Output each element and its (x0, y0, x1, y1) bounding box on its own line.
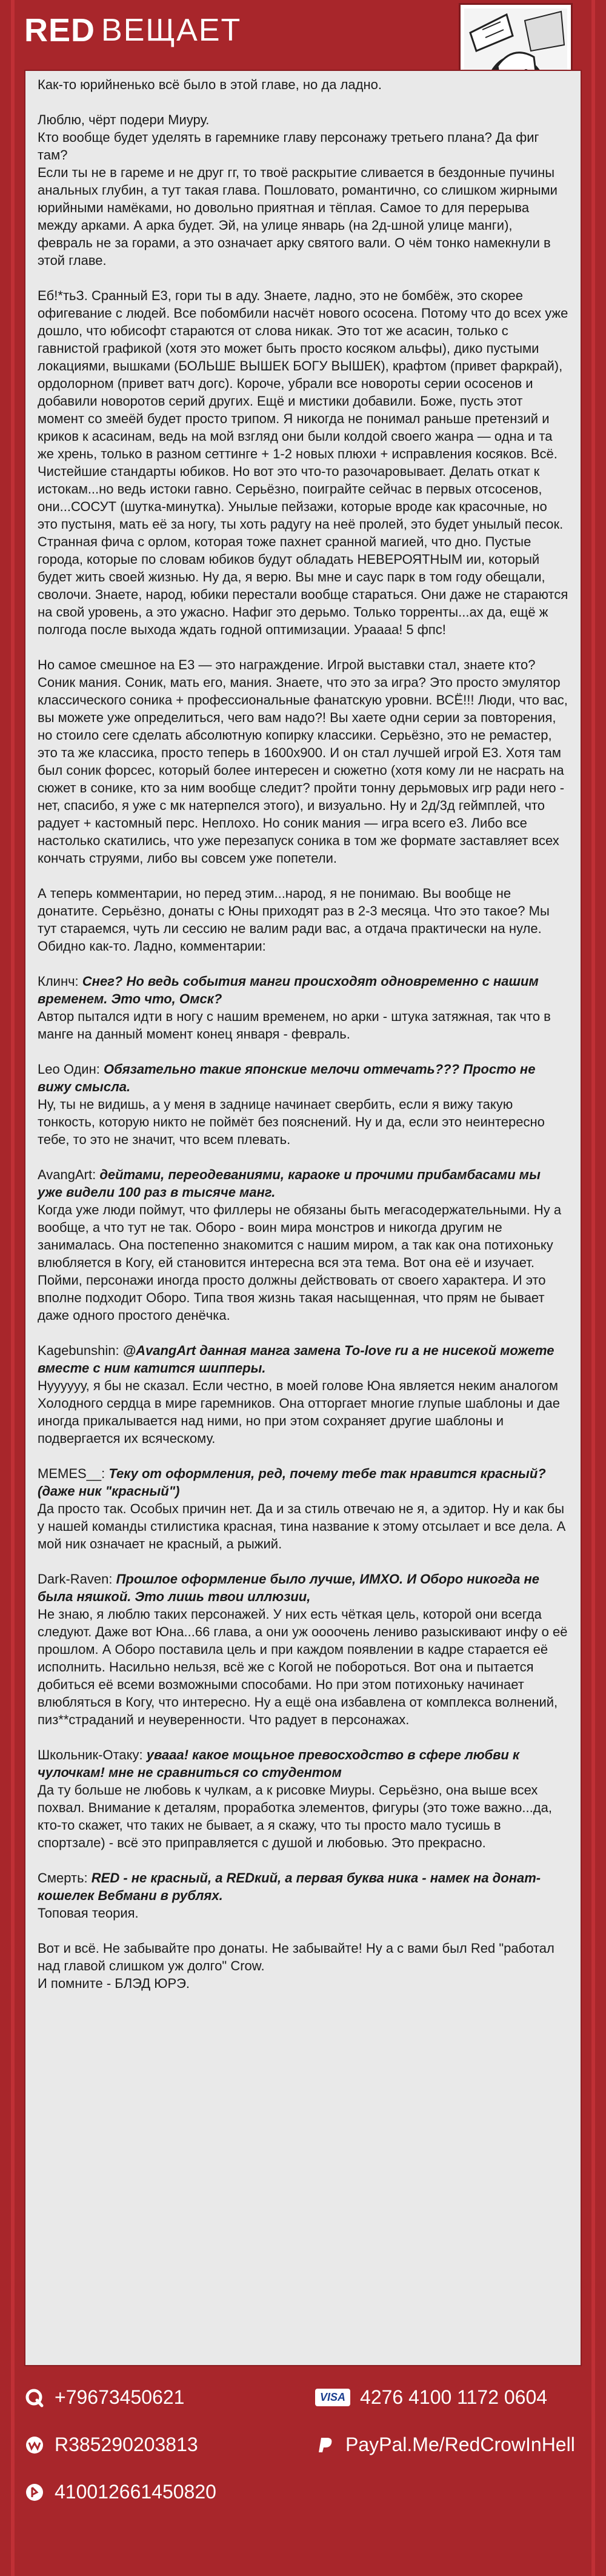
visa-card-number[interactable]: 4276 4100 1172 0604 (360, 2386, 548, 2408)
header (24, 12, 241, 49)
intro-paragraph: А теперь комментарии, но перед этим...народ, я не понимаю. Вы вообще не донатите. Серьёзно, донаты с Юны приходят раз в 2-3 месяца. Что это такое? Мы тут стараемся, чуть ли сессию не валим ради вас, а отдача практически на нуле. Обидно как-то. Ладно, комментарии: (38, 886, 550, 954)
comment-author: AvangArt: (38, 1167, 100, 1182)
outro-paragraph: Вот и всё. Не забывайте про донаты. Не забывайте! Ну а с вами был Red "работал над главой слишком уж долго" Crow. И помните - БЛЭД ЮРЭ. (38, 1941, 554, 1991)
comment-author: Dark-Raven: (38, 1571, 116, 1587)
comment-block (38, 1746, 568, 1852)
webmoney-wallet[interactable]: R385290203813 (55, 2434, 198, 2455)
donation-footer (24, 2375, 582, 2569)
comment-answer: Автор пытался идти в ногу с нашим временем, но арки - штука затяжная, так что в манге на данный момент конец января - февраль. (38, 1009, 551, 1042)
brand-title: RED (24, 12, 96, 49)
comment-block (38, 1465, 568, 1553)
intro-paragraph: Как-то юрийненько всё было в этой главе, но да ладно. (38, 77, 382, 92)
intro-paragraph: Еб!*тьЗ. Сранный Е3, гори ты в аду. Знаете, ладно, это не бомбёж, это скорее офигевание с людей. Все побомбили насчёт нового ососена. Потому что до всех уже дошло, что юбисофт стараются от слова никак. Это тот же асасин, только с гавнистой графикой (хотя это может быть просто косяком альфы), дико пустыми локациями, вышками (БОЛЬШЕ ВЫШЕК БОГУ ВЫШЕК), крафтом (привет фаркрай), ордолорном (привет ватч догс). Короче, убрали все новороты серии ососенов и добавили новоротов серий других. Ещё и мистики добавили. Боже, пусть этот момент со змеёй будет просто трипом. Я никогда не понимал раньше претензий и криков к асасинам, ведь на мой взгляд они были колдой своего жанра — одна и та же хрень, только в разном сеттинге + 1-2 новых плюхи + исправления косяков. Всё. Чистейшие стандарты юбиков. Но вот это что-то разочаровывает. Делать откат к истокам...но ведь истоки гавно. Серьёзно, поиграйте сейчас в первых отсосенов, они...СОСУТ (шутка-минутка). Унылые пейзажи, которые вроде как красочные, но это пустыня, мать её за ногу, ты хоть радугу на неё пролей, это будет унылый песок. Странная фича с орлом, которая тоже пахнет сранной магией, что дно. Пустые города, которые по словам юбиков будут обладать НЕВЕРОЯТНЫМ ии, который будет жить своей жизнью. Ну да, я верю. Вы мне и саус парк в том году обещали, сволочи. Знаете, народ, юбики перестали вообще стараться. Они даже не стараются на свой уровень, а это ужасно. Нафиг это дерьмо. Только торренты...ах да, ещё ж полгода после выхода ждать годной оптимизации. Ураааа! 5 фпс! (38, 288, 568, 637)
paypal-icon (315, 2435, 336, 2455)
yandex-row (24, 2481, 216, 2503)
article-panel (24, 70, 582, 2366)
comment-question: Прошлое оформление было лучше, ИМХО. И Оборо никогда не была няшкой. Это лишь твои иллюзии, (38, 1571, 539, 1604)
comment-block (38, 1869, 568, 1922)
comment-block (38, 1570, 568, 1728)
qiwi-row (24, 2386, 184, 2409)
comment-answer: Да ту больше не любовь к чулкам, а к рисовке Миуры. Серьёзно, она выше всех похвал. Внимание к деталям, проработка элементов, фигуры (это тоже важно...да, кто-то скажет, что таких не бывает, а я скажу, что ты просто мало тусишь в спортзале) - всё это приправляется с душой и любовью. Это прекрасно. (38, 1782, 552, 1850)
comment-question: Теку от оформления, ред, почему тебе так нравится красный? (даже ник "красный") (38, 1466, 546, 1499)
comment-question: @AvangArt данная манга замена To-love ru а не нисекой можете вместе с ним катится шиппер​ы. (38, 1343, 554, 1376)
yandex-money-icon (24, 2482, 45, 2503)
comment-author: Смерть: (38, 1870, 92, 1885)
visa-row (315, 2386, 547, 2409)
comment-author: Клинч: (38, 974, 82, 989)
qiwi-icon (24, 2387, 45, 2408)
intro-paragraph: Но самое смешное на Е3 — это награждение. Игрой выставки стал, знаете кто? Соник мания. Соник, мать его, мания. Знаете, что это за игра? Это просто эмулятор классического соника + профессиональные фанатскую уровни. ВСЁ!!! Люди, что вас, вы можете уже определиться, чего вам надо?! Вы хаете одни серии за повторения, но стоило сеге сделать абсолютную копирку классики. Серьёзно, это не ремастер, это та же классика, просто теперь в 1600x900. И он стал лучшей игрой Е3. Хотя там был соник форсес, который более интересен и сюжетно (хотя кому ли не насрать на сюжет в сонике, кто за ним вообще следит? пройти тонну дерьмовых игр ради него - нет, спасибо, я уже с мк натерпелся этого), и визуально. Ну и 2д/3д геймплей, что радует + кастомный перс. Неплохо. Но соник мания — игра всего е3. Либо все настолько скатились, что уже перезапуск соника в том же формате заставляет всех кончать струями, либо вы совсем уже попетели. (38, 657, 568, 866)
comment-block (38, 1342, 568, 1447)
intro-section (38, 76, 568, 955)
comment-answer: Нуууууу, я бы не сказал. Если честно, в моей голове Юна является неким аналогом Холодного сердца в мире гаремников. Она отторгает многие глупые шаблоны и дае иногда прикалывается над ними, но при этом сохраняет другие шаблоны и подвергается их всяческому. (38, 1378, 560, 1446)
comment-author: Kagebunshin: (38, 1343, 123, 1358)
qiwi-number[interactable]: +79673450621 (55, 2386, 185, 2408)
comment-question: RED - не красный, а REDкий, а первая буква ника - намек на донат-кошелек Вебмани в рублях. (38, 1870, 541, 1903)
comment-answer: Когда уже люди поймут, что филлеры не обязаны быть мегасодержательными. Ну а вообще, а что тут не так. Оборо - воин мира монстров и никогда другим не занималась. Она постепенно знакомится с нашим миром, а так как она потихоньку влюбляется в Когу, ей становится интересна вся эта тема. Вот она её и изучает. Пойми, персонажи иногда просто должны действовать от своего характера. И это вполне подходит Оборо. Типа твоя жизнь такая насыщенная, что прям не бывает даже одного простого денёчка. (38, 1202, 562, 1323)
paypal-link[interactable]: PayPal.Me/RedCrowInHell (345, 2434, 575, 2455)
comment-block (38, 972, 568, 1043)
webmoney-row (24, 2434, 198, 2456)
webmoney-icon (24, 2435, 45, 2455)
frame-stripe-left (11, 0, 15, 2576)
comment-question: дейтами, переодеваниями, караоке и прочими прибамбасами мы уже видели 100 раз в тысяче манг. (38, 1167, 541, 1200)
comment-question: Снег? Но ведь события манги происходят одновременно с нашим временем. Это что, Омск? (38, 974, 539, 1006)
comment-author: MEMES__: (38, 1466, 109, 1481)
comment-answer: Да просто так. Особых причин нет. Да и за стиль отвечаю не я, а эдитор. Ну и как бы у нашей команды стилистика красная, тина название к этому отсылает и все дела. А мой ник означает не красный, а рыжий. (38, 1501, 566, 1551)
comment-question: увааа! какое мощьное превосходство в сфере любви к чулочкам! мне не сравниться со студентом (38, 1747, 520, 1780)
intro-paragraph: Люблю, чёрт подери Миуру. Кто вообще будет уделять в гаремнике главу персонажу третьего плана? Да фиг там? Если ты не в гареме и не друг гг, то твоё раскрытие сливается в бездонные пучины анальных глубин, а тут такая глава. Пошловато, романтично, со слишком жирными юрийными намёками, но довольно приятная и тёплая. Самое то для перерыва между арками. А арка будет. Эй, на улице январь (на 2д-шной улице манги), февраль не за горами, а это означает арку святого вали. О чём тонко намекнули в этой главе. (38, 112, 558, 268)
comment-answer: Топовая теория. (38, 1905, 139, 1921)
comment-block (38, 1060, 568, 1148)
comment-question: Обязательно такие японские мелочи отмечать??? Просто не вижу смысла. (38, 1062, 536, 1094)
brand-subtitle: ВЕЩАЕТ (101, 13, 242, 48)
frame-stripe-right (591, 0, 595, 2576)
comment-author: Школьник-Отаку: (38, 1747, 147, 1762)
comments-section (38, 972, 568, 1922)
comment-block (38, 1166, 568, 1324)
comment-author: Leo Один: (38, 1062, 104, 1077)
visa-card-icon: VISA (315, 2389, 350, 2406)
yandex-wallet[interactable]: 410012661450820 (55, 2481, 216, 2503)
comment-answer: Не знаю, я люблю таких персонажей. У них есть чёткая цель, которой они всегда следуют. Даже вот Юна...66 глава, а они уж оооочень лениво разыскивают инфу о её прошлом. А Оборо поставила цель и при каждом появлении в кадре старается её исполнить. Насильно нельзя, всё же с Когой не побороться. Вот она и пытается добиться её всеми возможными способами. Но при этом потихоньку начинает влюбляться в Когу, что интересно. Ну а ещё она избавлена от комплекса волнений, пиз**страданий и неуверенности. Что радует в персонажах. (38, 1607, 568, 1727)
paypal-row (315, 2434, 575, 2456)
comment-answer: Ну, ты не видишь, а у меня в заднице начинает свербить, если я вижу такую тонкость, которую никто не поймёт без пояснений. Ну и да, если это неинтересно тебе, то это не значит, что всем плевать. (38, 1097, 545, 1147)
